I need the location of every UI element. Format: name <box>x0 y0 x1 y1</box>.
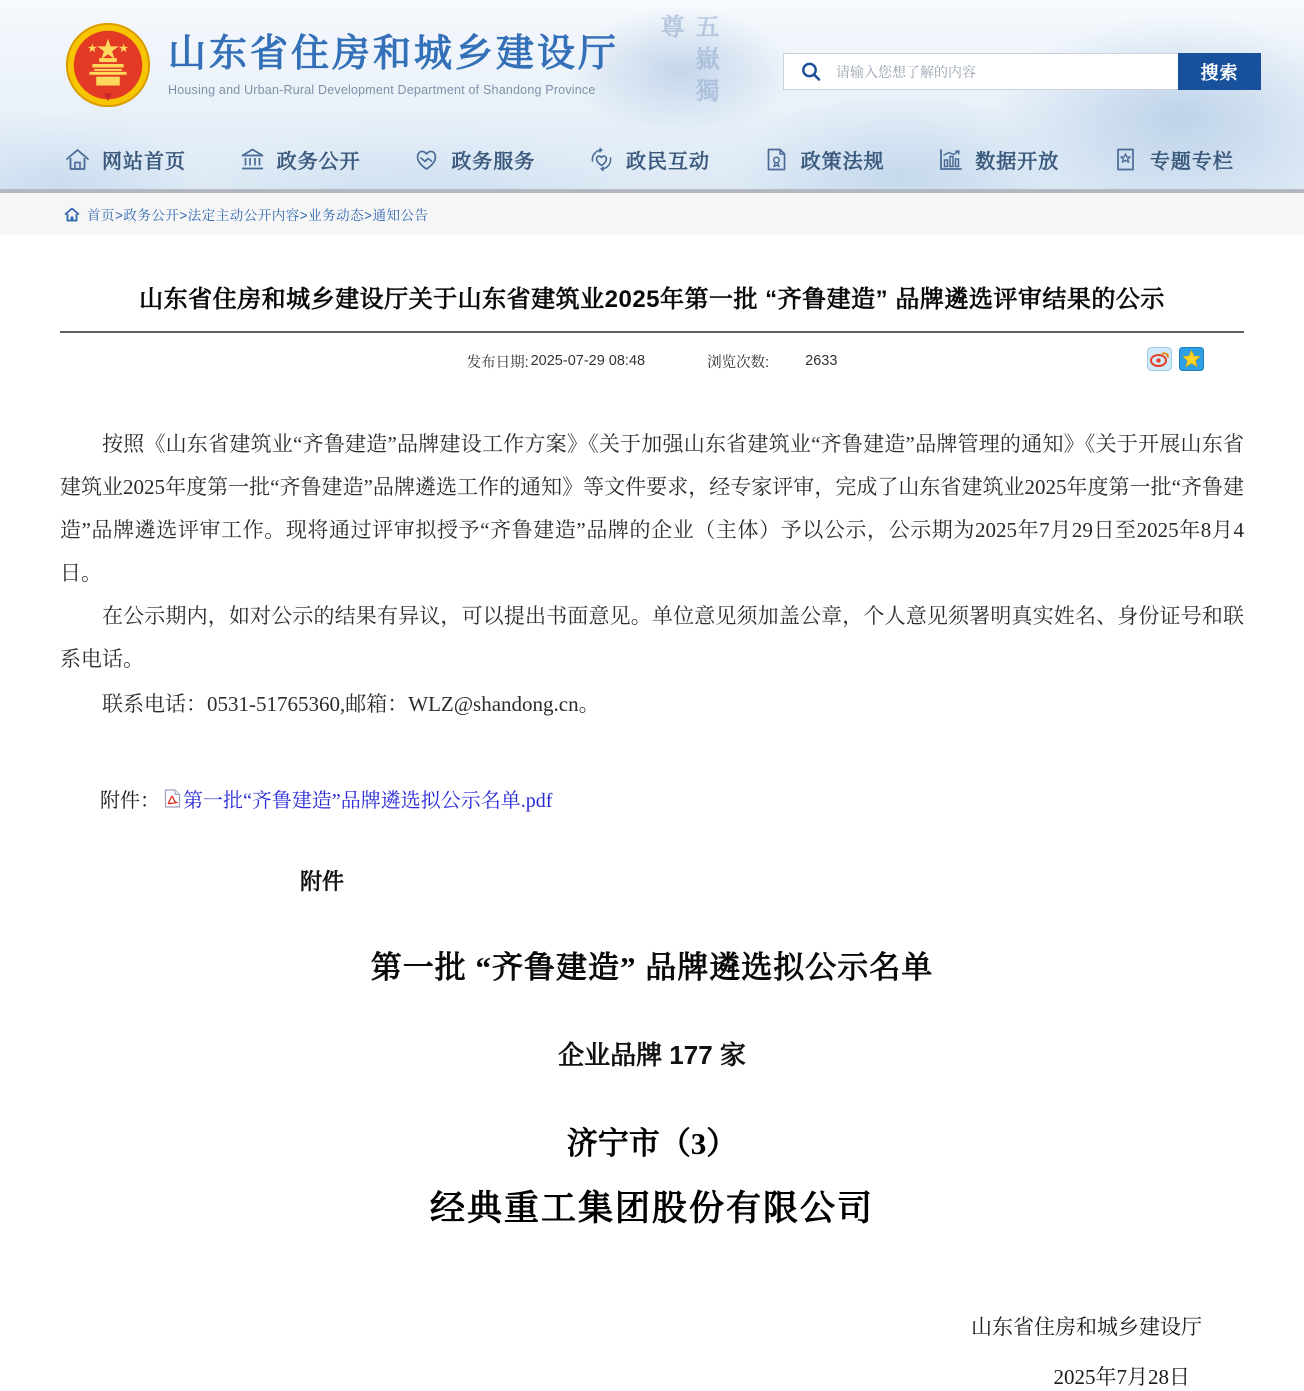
policy-doc-icon <box>763 146 790 173</box>
national-emblem-logo <box>64 20 152 110</box>
signature-block <box>60 1311 1244 1391</box>
publish-date-value: 2025-07-29 08:48 <box>530 353 646 369</box>
nav-item-gov-disclosure[interactable] <box>239 145 361 174</box>
meta-group <box>467 351 838 372</box>
views-label: 浏览次数: <box>707 354 770 371</box>
views-count: 2633 <box>805 353 838 369</box>
pdf-file-icon <box>164 789 181 808</box>
main-nav <box>0 130 1304 189</box>
signer-name: 山东省住房和城乡建设厅 <box>971 1315 1202 1340</box>
nav-label: 网站首页 <box>102 151 186 173</box>
paragraph-contact: 联系电话：0531-51765360,邮箱：WLZ@shandong.cn。 <box>102 692 600 717</box>
nav-item-special-columns[interactable] <box>1112 145 1234 174</box>
nav-item-policies[interactable] <box>763 145 885 174</box>
attachment-pdf-link[interactable]: 第一批“齐鲁建造”品牌遴选拟公示名单.pdf <box>183 790 553 813</box>
nav-label: 政务服务 <box>451 151 536 173</box>
attachment-label: 附件： <box>100 790 160 813</box>
nav-label: 政民互动 <box>625 151 710 173</box>
nav-item-home[interactable] <box>64 145 186 174</box>
nav-item-open-data[interactable] <box>937 145 1059 174</box>
page-title: 山东省住房和城乡建设厅关于山东省建筑业2025年第一批 “齐鲁建造” 品牌遴选评审结果的公示 <box>139 286 1165 313</box>
home-icon <box>64 146 91 173</box>
attachment-company-name: 经典重工集团股份有限公司 <box>429 1189 874 1229</box>
site-header <box>0 0 1304 130</box>
search-bar <box>783 53 1261 90</box>
nav-label: 政策法规 <box>800 151 885 173</box>
nav-label: 专题专栏 <box>1149 151 1234 173</box>
article-body <box>60 423 1244 726</box>
data-chart-icon <box>937 146 964 173</box>
breadcrumb[interactable]: 首页>政务公开>法定主动公开内容>业务动态>通知公告 <box>87 208 429 223</box>
brand-block <box>168 33 619 97</box>
attachment-document <box>60 865 1244 1391</box>
article-content <box>0 279 1304 1391</box>
nav-label: 数据开放 <box>975 151 1060 173</box>
heart-interact-icon <box>588 146 615 173</box>
search-button[interactable]: 搜索 <box>1178 53 1261 90</box>
attachment-city-heading: 济宁市（3） <box>566 1126 738 1162</box>
signature-date: 2025年7月28日 <box>1053 1365 1190 1390</box>
site-title: 山东省住房和城乡建设厅 <box>168 33 620 76</box>
search-input[interactable] <box>836 64 1178 80</box>
attachment-subtitle: 企业品牌 177 家 <box>558 1040 746 1071</box>
bank-icon <box>239 146 266 173</box>
breadcrumb-bar <box>0 193 1304 235</box>
qzone-share-icon[interactable] <box>1179 347 1204 371</box>
attachment-row <box>60 784 1244 813</box>
share-icons <box>1147 347 1204 371</box>
publish-date-label: 发布日期: <box>466 354 529 371</box>
weibo-share-icon[interactable] <box>1147 347 1172 371</box>
nav-label: 政务公开 <box>276 151 361 173</box>
nav-item-public-interaction[interactable] <box>588 145 710 174</box>
article-meta <box>60 347 1244 375</box>
search-box <box>783 53 1178 90</box>
paragraph-2: 在公示期内，如对公示的结果有异议，可以提出书面意见。单位意见须加盖公章，个人意见须署明真实姓名、身份证号和联系电话。 <box>60 604 1244 672</box>
attachment-heading: 附件 <box>300 869 345 895</box>
nav-item-gov-services[interactable] <box>413 145 535 174</box>
site-subtitle: Housing and Urban-Rural Development Department of Shandong Province <box>168 82 596 97</box>
handshake-icon <box>413 146 440 173</box>
title-divider <box>60 331 1244 333</box>
search-icon <box>800 61 822 83</box>
breadcrumb-home-icon <box>64 207 80 222</box>
star-doc-icon <box>1112 146 1139 173</box>
site-banner <box>0 0 1304 193</box>
decor-mountain-seal-text: 五嶽獨尊 <box>656 14 717 110</box>
paragraph-1: 按照《山东省建筑业“齐鲁建造”品牌建设工作方案》《关于加强山东省建筑业“齐鲁建造”品牌管理的通知》《关于开展山东省建筑业2025年度第一批“齐鲁建造”品牌遴选工作的通知》等文件要求，经专家评审，完成了山东省建筑业2025年度第一批“齐鲁建造”品牌遴选评审工作。现将通过评审拟授予“齐鲁建造”品牌的企业（主体）予以公示，公示期为2025年7月29日至2025年8月4日。 <box>60 432 1244 586</box>
attachment-title: 第一批 “齐鲁建造” 品牌遴选拟公示名单 <box>370 950 934 986</box>
